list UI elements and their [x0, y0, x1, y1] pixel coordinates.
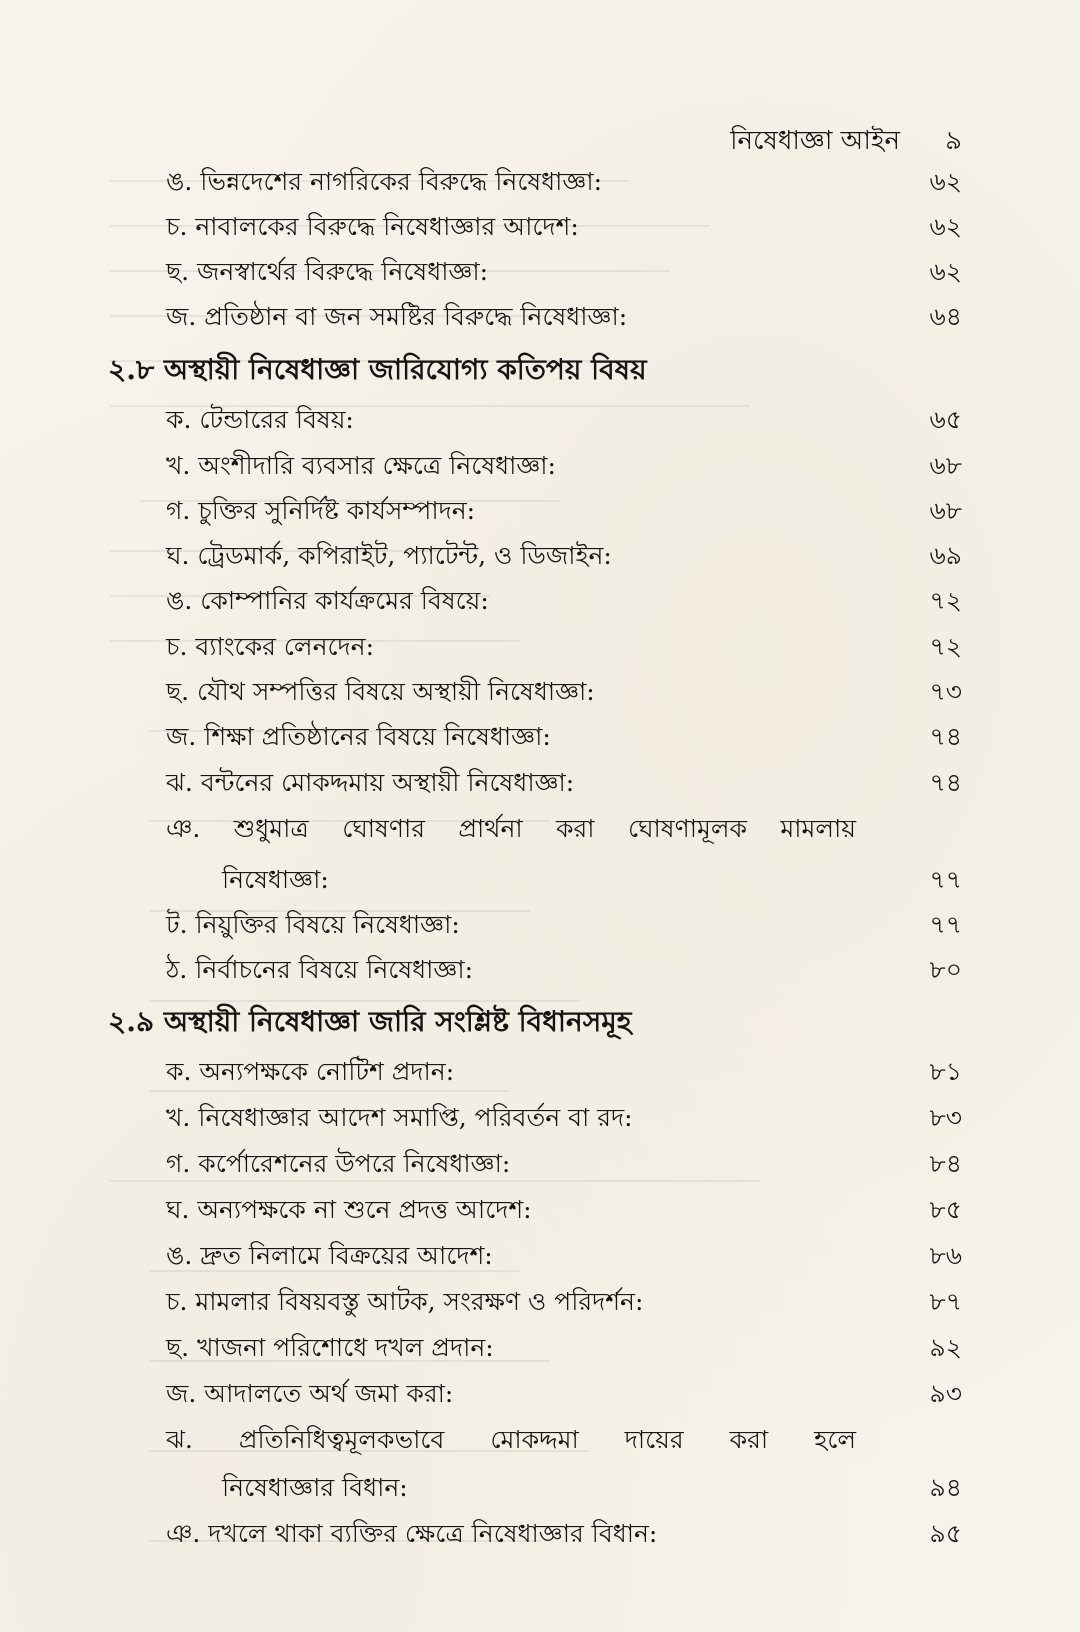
- toc-entry-page: ৮৩: [929, 1103, 962, 1132]
- toc-entry-page: ৮১: [929, 1057, 962, 1086]
- toc-entry: [0, 1190, 1080, 1230]
- toc-entry-page: ৮৭: [929, 1287, 962, 1316]
- toc-entry-label: জ. আদালতে অর্থ জমা করা:: [166, 1379, 454, 1408]
- toc-entry-label: ঞ. দখলে থাকা ব্যক্তির ক্ষেত্রে নিষেধাজ্ঞার বিধান:: [166, 1519, 658, 1548]
- toc-entry: [0, 400, 1080, 440]
- toc-entry-page: ৬২: [929, 212, 962, 241]
- toc-entry-label: ক. টেন্ডারের বিষয়:: [166, 405, 354, 434]
- toc-entry: [0, 1374, 1080, 1414]
- toc-entry-label: খ. নিষেধাজ্ঞার আদেশ সমাপ্তি, পরিবর্তন বা রদ:: [166, 1103, 633, 1132]
- toc-entry-label: চ. মামলার বিষয়বস্তু আটক, সংরক্ষণ ও পরিদর্শন:: [166, 1287, 644, 1316]
- toc-entry-page: ৭৩: [929, 677, 962, 706]
- toc-entry-label: চ. ব্যাংকের লেনদেন:: [166, 632, 375, 661]
- toc-entry: [0, 1052, 1080, 1092]
- toc-entry: [0, 162, 1080, 202]
- toc-entry-page: ৮৫: [929, 1195, 962, 1224]
- section-heading-label: ২.৮ অস্থায়ী নিষেধাজ্ঞা জারিযোগ্য কতিপয় বিষয়: [108, 353, 647, 386]
- toc-entry-page: ৭৪: [929, 768, 962, 797]
- toc-entry-page: ৭৭: [929, 910, 962, 939]
- toc-entry-label: গ. চুক্তির সুনির্দিষ্ট কার্যসম্পাদন:: [166, 496, 476, 525]
- toc-entry: [0, 536, 1080, 576]
- toc-entry-label: ঠ. নির্বাচনের বিষয়ে নিষেধাজ্ঞা:: [166, 955, 473, 984]
- toc-entry-label: ট. নিয়ুক্তির বিষয়ে নিষেধাজ্ঞা:: [166, 910, 460, 939]
- toc-entry: [0, 809, 1080, 849]
- toc-entry: [0, 1420, 1080, 1460]
- toc-entry-page: ৬৫: [929, 405, 962, 434]
- toc-entry-label: খ. অংশীদারি ব্যবসার ক্ষেত্রে নিষেধাজ্ঞা:: [166, 451, 556, 480]
- section-heading-label: ২.৯ অস্থায়ী নিষেধাজ্ঞা জারি সংশ্লিষ্ট বিধানসমূহ: [108, 1005, 632, 1038]
- toc-entry: [0, 207, 1080, 247]
- toc-entry-page: ৮৬: [929, 1241, 962, 1270]
- toc-entry: [0, 581, 1080, 621]
- toc-entry: [0, 950, 1080, 990]
- toc-entry-label: ছ. খাজনা পরিশোধে দখল প্রদান:: [166, 1333, 494, 1362]
- toc-entry-label: গ. কর্পোরেশনের উপরে নিষেধাজ্ঞা:: [166, 1149, 511, 1178]
- toc-entry-label: জ. শিক্ষা প্রতিষ্ঠানের বিষয়ে নিষেধাজ্ঞা:: [166, 722, 551, 751]
- toc-entry-label: জ. প্রতিষ্ঠান বা জন সমষ্টির বিরুদ্ধে নিষেধাজ্ঞা:: [166, 302, 628, 331]
- toc-entry-page: ৯৫: [929, 1519, 962, 1548]
- toc-entry: [0, 1098, 1080, 1138]
- toc-entry-page: ৭২: [929, 586, 962, 615]
- toc-entry: [0, 717, 1080, 757]
- toc-entry-page: ৯৪: [929, 1473, 962, 1502]
- toc-entry-label: ঙ. ভিন্নদেশের নাগরিকের বিরুদ্ধে নিষেধাজ্ঞা:: [166, 167, 603, 196]
- toc-entry: [0, 627, 1080, 667]
- toc-entry-page: ৬৮: [929, 496, 962, 525]
- toc-section-heading: [0, 1002, 1080, 1042]
- toc-section-heading: [0, 350, 1080, 390]
- toc-entry: [0, 1282, 1080, 1322]
- toc-entry: [0, 672, 1080, 712]
- toc-entry-continuation: [0, 1468, 1080, 1508]
- toc-entry-page: ৬২: [929, 257, 962, 286]
- toc-entry: [0, 905, 1080, 945]
- toc-entry-page: ৭৭: [929, 865, 962, 894]
- running-head-title: নিষেধাজ্ঞা আইন: [730, 126, 900, 156]
- toc-entry-label: ছ. যৌথ সম্পত্তির বিষয়ে অস্থায়ী নিষেধাজ্ঞা:: [166, 677, 595, 706]
- toc-entry-label: ক. অন্যপক্ষকে নোটিশ প্রদান:: [166, 1057, 455, 1086]
- toc-entry-label: নিষেধাজ্ঞার বিধান:: [222, 1473, 408, 1502]
- toc-entry-label: ঘ. অন্যপক্ষকে না শুনে প্রদত্ত আদেশ:: [166, 1195, 532, 1224]
- toc-entry-page: ৭৪: [929, 722, 962, 751]
- toc-entry: [0, 491, 1080, 531]
- toc-entry-page: ৬২: [929, 167, 962, 196]
- toc-entry-label: ঘ. ট্রেডমার্ক, কপিরাইট, প্যাটেন্ট, ও ডিজাইন:: [166, 541, 612, 570]
- toc-entry-label: ঙ. কোম্পানির কার্যক্রমের বিষয়ে:: [166, 586, 489, 615]
- toc-entry: [0, 1514, 1080, 1554]
- toc-entry: [0, 1328, 1080, 1368]
- toc-entry-page: ৯৩: [929, 1379, 962, 1408]
- toc-entry-page: ৮৪: [929, 1149, 962, 1178]
- toc-entry-label: ঝ. বন্টনের মোকদ্দমায় অস্থায়ী নিষেধাজ্ঞা:: [166, 768, 575, 797]
- toc-entry-label: ছ. জনস্বার্থের বিরুদ্ধে নিষেধাজ্ঞা:: [166, 257, 489, 286]
- toc-entry: [0, 446, 1080, 486]
- toc-entry-page: ৬৪: [929, 302, 962, 331]
- toc-entry-continuation: [0, 860, 1080, 900]
- toc-entry-label: নিষেধাজ্ঞা:: [222, 865, 329, 894]
- toc-entry-page: ৮০: [929, 955, 962, 984]
- toc-entry-page: ৬৯: [929, 541, 962, 570]
- toc-entry: [0, 763, 1080, 803]
- toc-entry: [0, 297, 1080, 337]
- toc-entry-label: ঝ. প্রতিনিধিত্বমূলকভাবে মোকদ্দমা দায়ের করা হলে: [166, 1425, 856, 1454]
- toc-entry-page: ৭২: [929, 632, 962, 661]
- toc-entry: [0, 1144, 1080, 1184]
- toc-entry-label: ঞ. শুধুমাত্র ঘোষণার প্রার্থনা করা ঘোষণামূলক মামলায়: [166, 814, 856, 843]
- toc-entry-page: ৬৮: [929, 451, 962, 480]
- toc-entry-label: চ. নাবালকের বিরুদ্ধে নিষেধাজ্ঞার আদেশ:: [166, 212, 579, 241]
- toc-entry-page: ৯২: [929, 1333, 962, 1362]
- page-number: ৯: [945, 126, 962, 156]
- toc-entry-label: ঙ. দ্রুত নিলামে বিক্রয়ের আদেশ:: [166, 1241, 493, 1270]
- toc-entry: [0, 252, 1080, 292]
- toc-entry: [0, 1236, 1080, 1276]
